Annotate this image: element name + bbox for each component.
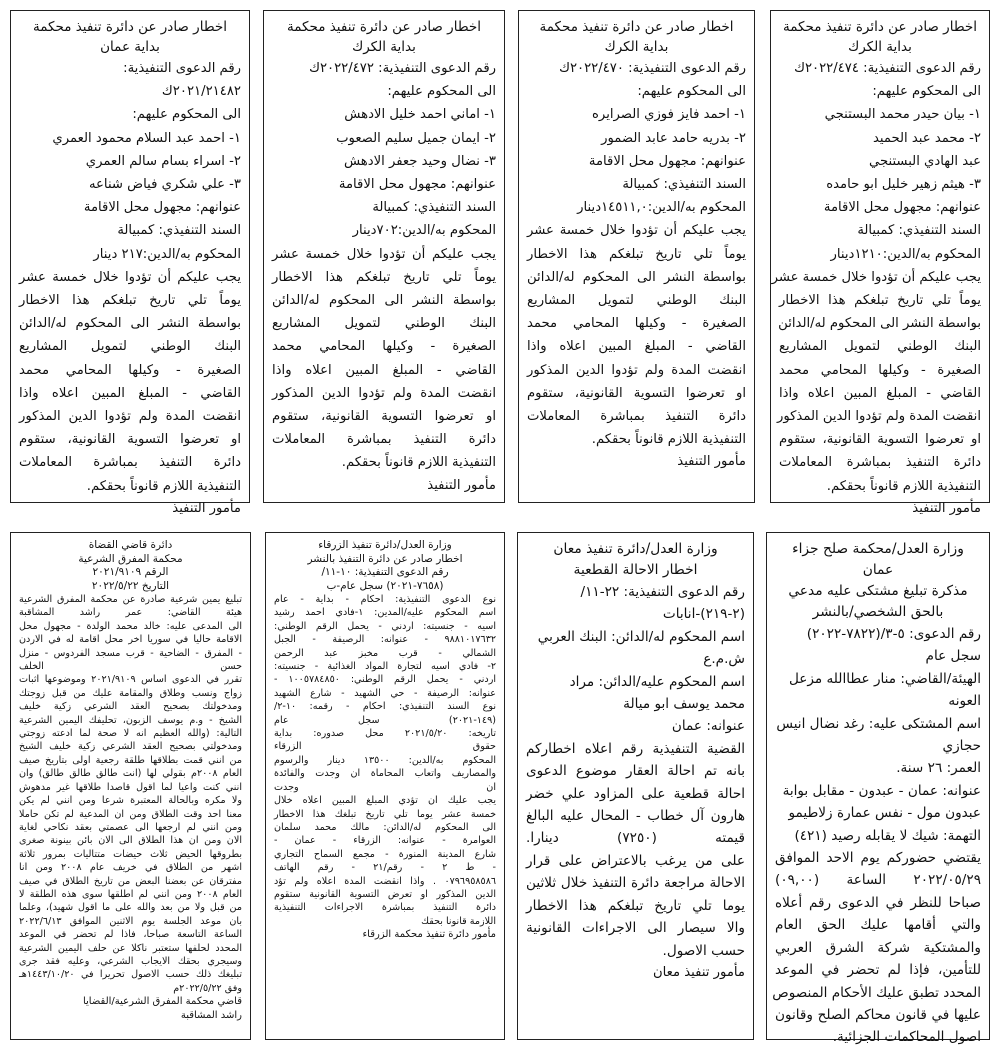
notice-line: بانه تم احالة العقار موضوع الدعوى (526, 763, 745, 780)
notice-line: الصغيرة - وكيلها المحامي محمد (527, 316, 746, 332)
notice-line: العام ٢٠٠٨ ومن انني لم اطلقها سوى هذه الطلقة لا (19, 888, 242, 900)
notice-line: حسن الخلف (19, 661, 242, 673)
notice-line: المحكوم به/الدين:١٤٥١١,٠دينار (577, 200, 746, 216)
notice-body (526, 581, 745, 962)
notice-line: صباحا للنظر في الدعوى رقم أعلاه (775, 894, 981, 911)
notice-line: التالية: (والله العظيم انه لا صحة لما ادعته زوجتي (19, 728, 242, 740)
notice-line: رقم الدعوى التنفيذية: ٢٠٢٢/٤٧٢ك (309, 61, 496, 76)
notice-line: او تعرضوا التسوية القانونية، ستقوم (779, 432, 981, 448)
notice-line: والمشتكية شركة الشرق العربي (775, 939, 981, 956)
notice-line: بواسطة النشر الى المحكوم له/الدائن (778, 316, 981, 332)
notice-line: يجب عليك ان تؤدي المبلغ المبين اعلاه خلال (274, 795, 496, 807)
notice-line: رقم الدعوى التنفيذية: ٢٠٢٢/٤٧٠ك (559, 61, 746, 76)
notice-body (272, 57, 496, 475)
notice-line: معنا احد وقت الطلاق ومن ان المدعية لم تكن حاملا (19, 808, 242, 820)
notice-line: ومدخولتي بصحيح العقد الشرعي زكية خليف الشيخ (19, 741, 242, 753)
notice-body (19, 57, 241, 498)
notice-line: الصغيرة - وكيلها المحامي محمد (19, 362, 241, 378)
notice-line: بواسطة النشر الى المحكوم له/الدائن (19, 316, 241, 332)
notice-heading: وزارة العدل/دائرة تنفيذ معان اخطار الاحالة القطعية (553, 541, 718, 578)
notice-body (772, 623, 981, 1049)
notice-line: التنفيذية اللازم قانوناً بحقكم. (86, 478, 241, 494)
notice-line: او تعرضوا التسوية القانونية، ستقوم (19, 432, 241, 448)
notice-heading: اخطار صادر عن دائرة تنفيذ محكمة بداية الكرك (286, 19, 481, 55)
notice-line: بطروقها الحيض ثلاث حيضات متتاليات بمرور ثلاثة (19, 848, 242, 860)
notice-line: ومن انني لم ارجعها الى عصمتي بعقد نكاحي لغاية (19, 821, 242, 833)
notice-heading: وزارة العدل/محكمة صلح جزاء عمان مذكرة تبليغ مشتكى عليه مدعي بالحق الشخصي/بالنشر (788, 541, 968, 620)
notice-line: اردني - يحمل الرقم الوطني: ١٠٠٥٧٨٤٨٥٠ - (274, 674, 496, 686)
notice-body (19, 593, 242, 995)
signature: قاضي محكمة المفرق الشرعية/القضايا راشد المشاقبة (82, 996, 242, 1021)
notice-line: المحدد تطبق عليك الأحكام المنصوص (772, 984, 981, 1001)
notice-line: الشمالي - قرب مخبز عبد الرحمن (274, 647, 496, 659)
notice-line: عنوانهم: مجهول محل الاقامة (83, 200, 241, 216)
notice-heading: اخطار صادر عن دائرة تنفيذ محكمة بداية الكرك (782, 19, 977, 55)
notice-line: ان وجدت (274, 781, 496, 793)
notice-line: المحكوم به/الدين:٢١٧ دينار (93, 246, 241, 262)
notice-line: يجب عليكم أن تؤدوا خلال خمسة عشر (19, 269, 241, 285)
notice-line: اسيه - جنسيته: اردني - يحمل الرقم الوطني: (274, 620, 496, 632)
notice-line: يجب عليكم أن تؤدوا خلال خمسة عشر (771, 269, 981, 285)
notice-line: اللازمة قانونا بحقك (421, 915, 496, 927)
notice-line: التنفيذية اللازم قانوناً بحقكم. (826, 478, 981, 494)
notice-line: رقم الدعوى التنفيذية: ٢٠٢٢/٤٧٤ك (794, 61, 981, 76)
notice-line: خمسة عشر يوما تلي تاريخ تبلغك هذا الاخطار (274, 808, 496, 820)
notice-line: ٣- نضال وحيد جعفر الادهش (343, 153, 496, 169)
notice-line: ٣- علي شكري فياض شناعه (88, 177, 241, 193)
notice-line: الى المحكوم عليهم: (872, 84, 981, 100)
notice-line: سجل عام (925, 648, 981, 665)
signature: مأمور دائرة تنفيذ محكمة الزرقاء (362, 929, 496, 941)
notice-line: حسب الاصول. (662, 942, 745, 959)
notice-line: وسيجري بحقك الايجاب الشرعي، وعليه فقد جرى (19, 955, 242, 967)
notice-line: رقم الدعوى التنفيذية: ٢٢-١١/ (580, 584, 745, 600)
notice-line: يجب عليكم أن تؤدوا خلال خمسة عشر (272, 246, 496, 262)
notice-line: المحكوم به/الدين: ١٣٥٠٠ دينار والرسوم (274, 754, 496, 766)
notice-line: يوماً تلي تاريخ تبلغكم هذا الاخطار (272, 269, 496, 285)
notice-line: العام ٢٠٠٨م بقولي لها (انت طالق طالق طالق) وان (19, 768, 242, 780)
notice-line: يوماً تلي تاريخ تبلغكم هذا الاخطار (19, 293, 241, 309)
notice-zarqa-execution (265, 532, 505, 1040)
notice-karak-470 (518, 10, 755, 503)
notice-line: ٢٠٢١/٢١٤٨٢ك (161, 84, 241, 100)
notice-line: المحكوم به/الدين:١٢١٠دينار (830, 246, 981, 262)
notice-line: السند التنفيذي: كمبيالة (622, 177, 746, 193)
notice-line: دائرة التنفيذ بمباشرة الاجراءات التنفيذية (274, 902, 496, 914)
notice-line: تاريخه: ٢٠٢١/٥/٢٠ محل صدوره: بداية (274, 728, 497, 740)
notice-maan-final-referral (517, 532, 754, 1040)
notice-line: عنوانه: عمان - عبدون - مقابل بوابة (782, 782, 981, 799)
notice-line: بواسطة النشر الى المحكوم له/الدائن (527, 269, 746, 285)
notice-line: تبليغ يمين شرعية صادرة عن محكمة المفرق الشرعية (19, 594, 242, 605)
notice-line: وفق ٢٠٢٢/٥/٢٢م (173, 982, 242, 994)
notice-line: والمصاريف واتعاب المحاماة ان وجدت والفائدة (274, 768, 496, 780)
notice-line: اصول المحاكمات الجزائية. (832, 1029, 981, 1046)
notice-line: (١٤٩-٢٠٢١) سجل عام (274, 714, 496, 726)
notice-line: ٠٧٩٦٩٥٨٥٨٦ . واذا انقضت المدة اعلاه ولم تؤد (274, 875, 496, 887)
notice-line: انقضت المدة ولم تؤدوا الدين المذكور (19, 409, 241, 425)
notice-line: رقم الدعوى التنفيذية: (123, 61, 241, 76)
notice-line: ١- بيان حيدر محمد البستنجي (824, 107, 981, 123)
notice-line: المحكوم به/الدين:٧٠٢دينار (352, 223, 496, 239)
notice-line: ٢٠٢٢/٠٥/٢٩ الساعة (٠٩,٠٠) (775, 872, 981, 889)
notice-line: الى المحكوم عليهم: (387, 84, 496, 100)
notice-line: البنك الوطني لتمويل المشاريع (19, 339, 241, 355)
notice-line: والتي أقامها عليك الحق العام (775, 917, 981, 934)
notice-heading: دائرة قاضي القضاة محكمة المفرق الشرعية الرقم ٢٠٢١/٩١٠٩ التاريخ ٢٠٢٢/٥/٢٢ (78, 539, 183, 592)
notice-line: انقضت المدة ولم تؤدوا الدين المذكور (776, 409, 981, 425)
notice-line: التنفيذية اللازم قانوناً بحقكم. (341, 455, 496, 471)
notice-line: يوماً تلي تاريخ تبلغكم هذا الاخطار (527, 246, 746, 262)
notice-line: المحدد لحلفها ستعتبر ناكلا عن حلف اليمين الشرعية (19, 942, 242, 954)
notice-amman-21482 (10, 10, 250, 516)
signature: مأمور التنفيذ (172, 500, 241, 516)
signature: مأمور التنفيذ (677, 454, 746, 470)
notice-line: اسم المحكوم عليه/الدائن: مراد (569, 673, 745, 690)
notice-line: العوامرة - عنوانه: الزرقاء - عمان - (274, 835, 496, 847)
notice-line: حقوق الزرقاء (274, 741, 496, 753)
notice-line: دائرة التنفيذ بمباشرة المعاملات (272, 432, 496, 448)
notice-line: رقم الدعوى: ٥-٣/(٧٨٢٢-٢٠٢٢) (806, 626, 981, 642)
notice-line: يوما تلي تاريخ تبلغكم هذا الاخطار (526, 897, 745, 914)
notice-line: الدين المذكور او تعرض التسوية القانونية ستقوم (274, 888, 496, 900)
notice-line: زواج ونسب وطلاق والمقامة عليك من قبل زوجتك (19, 687, 242, 699)
notice-line: بواسطة النشر الى المحكوم له/الدائن (272, 293, 496, 309)
notice-amman-magistrate-court (766, 532, 990, 1046)
notice-line: تبليغك ذلك حسب الاصول تحريرا في ١٤٤٣/١٠/٢٠هـ (19, 969, 242, 981)
notice-line: ٢- اسراء بسام سالم العمري (85, 153, 241, 169)
notice-line: او تعرضوا التسوية القانونية، ستقوم (527, 385, 746, 401)
notice-line: العونه (948, 693, 981, 710)
notice-line: حجازي (942, 738, 981, 755)
notice-line: ٢- فادي اسيه لتجارة المواد الغذائية - جنسيته: (274, 661, 496, 673)
notice-line: السند التنفيذي: كمبيالة (117, 223, 241, 239)
notice-line: على من يرغب بالاعتراض على قرار (526, 852, 745, 869)
notice-line: الى المحكوم له/الدائن: مالك محمد سلمان (274, 821, 496, 833)
notice-line: ١- اماني احمد خليل الادهش (344, 107, 496, 123)
notice-line: هيئة القاضي: عمر راشد المشاقبة (19, 607, 242, 619)
notice-heading: اخطار صادر عن دائرة تنفيذ محكمة بداية الكرك (539, 19, 734, 55)
notice-body (771, 57, 981, 498)
notice-line: الاقامة حاليا في سوريا اخر محل اقامة له في الاردن (19, 634, 242, 646)
notice-line: - ط ٢ - رقم/٢١ - رقم الهاتف (274, 862, 496, 874)
notice-line: - المفرق - الضاحية - قرب مسجد الفردوس - منزل (19, 647, 242, 659)
notice-heading: اخطار صادر عن دائرة تنفيذ محكمة بداية عمان (32, 19, 227, 55)
notice-body (274, 593, 496, 928)
notice-line: انني كنت واعيا لما اقول قاصدا طلاقها غير مدهوش (19, 781, 242, 793)
notice-line: للتأمين، فإذا لم تحضر في الموعد (775, 962, 981, 979)
notice-line: الهيئة/القاضي: منار عطاالله مزعل (789, 670, 981, 687)
notice-line: من قبل ولا من بعد والله على ما اقول شهيد)، وعلما (19, 902, 242, 914)
notice-line: يجب عليكم أن تؤدوا خلال خمسة عشر (527, 223, 746, 239)
notice-line: الشيخ - و.م يوسف الزبون، تحليفك اليمين الشرعية (19, 714, 242, 726)
notice-line: (٢-٢١٩)-انابات (662, 606, 745, 623)
notice-line: الى المدعى عليه: خالد محمد الولدة - مجهول محل (19, 620, 242, 632)
notice-line: عنوانه: عمان (671, 718, 745, 735)
notice-line: ومدخولتك بصحيح العقد الشرعي زكية خليف (19, 701, 242, 713)
notice-line: ٢- محمد عبد الحميد (872, 130, 981, 146)
notice-line: القضية التنفيذية رقم اعلاه اخطاركم (526, 740, 745, 757)
notice-line: العمر: ٢٦ سنة. (896, 760, 981, 777)
notice-line: عنوانهم: مجهول محل الاقامة (588, 153, 746, 169)
notice-body (527, 57, 746, 451)
notice-line: القاضي - المبلغ المبين اعلاه واذا (19, 385, 241, 401)
notice-line: الى المحكوم عليهم: (637, 84, 746, 100)
notice-line: اسم المحكوم عليه/المدين: ١-فادي احمد رشيد (274, 607, 497, 619)
notice-line: مفترقان عن بعضنا البعض من تاريخ الطلاق في صيف (19, 875, 242, 887)
notice-line: اسم المشتكى عليه: رغد نضال انيس (776, 715, 981, 732)
notice-line: عليها في قانون محاكم الصلح وقانون (775, 1006, 981, 1023)
notice-line: البنك الوطني لتمويل المشاريع (527, 293, 746, 309)
notice-line: القاضي - المبلغ المبين اعلاه واذا (527, 339, 746, 355)
notice-karak-474 (770, 10, 990, 516)
notice-line: دائرة التنفيذ بمباشرة المعاملات (527, 409, 746, 425)
notice-line: ١- احمد عبد السلام محمود العمري (52, 130, 241, 146)
notice-line: التهمة: شيك لا يقابله رصيد (٤٢١) (794, 827, 981, 844)
notice-line: ولا مكره وبالحالة المعتبرة شرعا ومن انني لم يكن (19, 795, 242, 807)
notice-line: احالة قطعية على المزاود علي خضر (526, 785, 745, 802)
notice-line: ٩٨٨١٠١٧٦٣٢ - عنوانه: الرصيفة - الجبل (274, 634, 496, 646)
notice-line: اسم المحكوم له/الدائن: البنك العربي (537, 628, 745, 645)
notice-line: او تعرضوا التسوية القانونية، ستقوم (272, 409, 496, 425)
notice-line: محمد يوسف ابو ميالة (623, 696, 745, 713)
notice-line: التنفيذية اللازم قانوناً بحقكم. (591, 432, 746, 448)
notice-line: دائرة التنفيذ بمباشرة المعاملات (19, 455, 241, 471)
notice-line: عبدون مول - نفس عمارة زلاطيمو (788, 805, 981, 822)
notice-line: ١- احمد فايز فوزي الصرايره (592, 107, 746, 123)
notice-line: عنوانهم: مجهول محل الاقامة (823, 200, 981, 216)
notice-line: عبد الهادي البستنجي (868, 153, 981, 169)
notice-line: انقضت المدة ولم تؤدوا الدين المذكور (272, 385, 496, 401)
notice-line: عنوانه: الرصيفة - حي الشهيد - شارع الشهيد (274, 687, 496, 699)
notice-line: القاضي - المبلغ المبين اعلاه واذا (272, 362, 496, 378)
notice-line: القاضي - المبلغ المبين اعلاه واذا (779, 385, 981, 401)
notice-line: البنك الوطني لتمويل المشاريع (779, 339, 981, 355)
notice-line: دائرة التنفيذ بمباشرة المعاملات (779, 455, 981, 471)
notice-line: تقرر في الدعوى اساس ٢٠٢١/٩١٠٩ وموضوعها اثبات (19, 674, 242, 686)
notice-line: الساعة التاسعة صباحا، فاذا لم تحضر في الموعد (19, 929, 242, 941)
notice-line: شارع المدينة المنورة - مجمع السماح التجاري (274, 848, 496, 860)
notice-line: يوماً تلي تاريخ تبلغكم هذا الاخطار (779, 293, 981, 309)
notice-line: ٢- بدريه حامد عابد الضمور (601, 130, 746, 146)
notice-line: البنك الوطني لتمويل المشاريع (272, 316, 496, 332)
notice-line: يقتضي حضوركم يوم الاحد الموافق (775, 850, 981, 867)
notice-mafraq-sharia-court (10, 532, 251, 1040)
notice-line: قيمته (٧٢٥٠) دينارا. (526, 830, 745, 847)
notice-line: نوع السند التنفيذي: احكام - رقمه: ١٠-٢/ (274, 701, 496, 713)
notice-line: السند التنفيذي: كمبيالة (372, 200, 496, 216)
signature: مأمور التنفيذ (912, 500, 981, 516)
notice-line: الى المحكوم عليهم: (132, 107, 241, 123)
notice-line: نوع الدعوى التنفيذية: احكام - بداية - عام (274, 594, 496, 605)
notice-line: ٢- ايمان جميل سليم الصعوب (336, 130, 496, 146)
notice-line: الان ومن ان هذا الطلاق الى الان بائن بينونة صغرى (19, 835, 242, 847)
notice-line: الصغيرة - وكيلها المحامي محمد (779, 362, 981, 378)
notice-karak-472 (263, 10, 505, 503)
signature: مأمور التنفيذ (427, 477, 496, 493)
notice-line: والا سيصار الى الاجراءات القانونية (526, 920, 745, 937)
notice-line: من انني قمت بطلاقها طلقة رجعية اولى بتاريخ صيف (19, 754, 242, 766)
notice-line: السند التنفيذي: كمبيالة (857, 223, 981, 239)
notice-heading: وزارة العدل/دائرة تنفيذ الزرقاء اخطار صادر عن دائرة التنفيذ بالنشر رقم الدعوى التنفيذية: ١٠-١١/ (٧٦٥٨-٢٠٢١) سجل عام-ب (307, 539, 463, 592)
notice-line: اشهر من الطلاق في خريف عام ٢٠٠٨ ومن انا (19, 862, 243, 874)
notice-line: الاحالة مراجعة دائرة التنفيذ خلال ثلاثين (526, 875, 745, 892)
signature: مأمور تنفيذ معان (652, 964, 745, 980)
notice-line: انقضت المدة ولم تؤدوا الدين المذكور (527, 362, 746, 378)
notice-line: ش.م.ع (703, 651, 745, 668)
notice-line: بان موعد الجلسة يوم الاثنين الموافق ٢٠٢٢/٦/١٣ (19, 915, 242, 927)
notice-line: الصغيرة - وكيلها المحامي محمد (272, 339, 496, 355)
notice-line: هارون آل خطاب - المحال عليه البالغ (526, 808, 745, 825)
notice-line: عنوانهم: مجهول محل الاقامة (338, 177, 496, 193)
notice-line: ٣- هيثم زهير خليل ابو حامده (826, 177, 981, 193)
